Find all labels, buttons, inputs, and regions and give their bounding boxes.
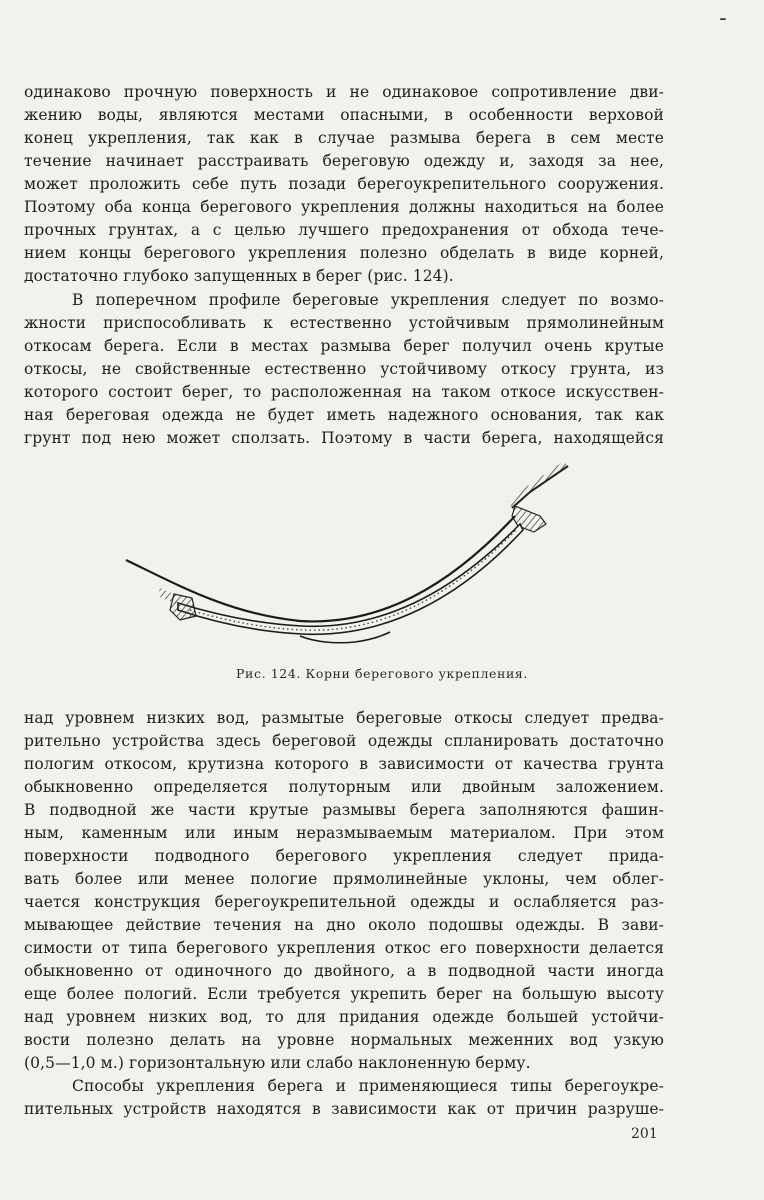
text-line: В подводной же части крутые размывы берега заполняются фашин-: [24, 801, 664, 819]
text-line: над уровнем низких вод, размытые береговые откосы следует предва-: [24, 709, 664, 727]
text-line: вать более или менее пологие прямолинейные уклоны, чем облег-: [24, 870, 664, 888]
text-line: течение начинает расстраивать береговую одежду и, заходя за нее,: [24, 152, 664, 170]
page-number: 201: [631, 1126, 658, 1142]
text-line: поверхности подводного берегового укрепления следует прида-: [24, 847, 664, 865]
text-line: одинаково прочную поверхность и не одинаковое сопротивление дви-: [24, 83, 664, 101]
text-line: жности приспособливать к естественно устойчивым прямолинейным: [24, 314, 664, 332]
toe-hatching: [158, 588, 178, 604]
text-line: ным, каменным или иным неразмываемым материалом. При этом: [24, 824, 664, 842]
text-line: чается конструкция берегоукрепительной одежды и ослабляется раз-: [24, 893, 664, 911]
ground-surface-line: [512, 466, 568, 508]
text-line: которого состоит берег, то расположенная на таком откосе искусствен-: [24, 383, 664, 401]
text-line: Способы укрепления берега и применяющиеся типы берегоукре-: [72, 1077, 664, 1095]
text-line: рительно устройства здесь береговой одежды спланировать достаточно: [24, 732, 664, 750]
text-line: вости полезно делать на уровне нормальных меженних вод узкую: [24, 1031, 664, 1049]
text-line: Поэтому оба конца берегового укрепления должны находиться на более: [24, 198, 664, 216]
figure-caption: Рис. 124. Корни берегового укрепления.: [236, 666, 528, 681]
corner-mark: -: [719, 6, 727, 31]
text-line: мывающее действие течения на дно около подошвы одежды. В зави-: [24, 916, 664, 934]
text-line: достаточно глубоко запущенных в берег (рис. 124).: [24, 267, 454, 285]
text-line: симости от типа берегового укрепления откос его поверхности делается: [24, 939, 664, 957]
text-line: может проложить себе путь позади берегоукрепительного сооружения.: [24, 175, 664, 193]
figure-124-bank-profile: [120, 458, 580, 658]
text-line: пительных устройств находятся в зависимости как от причин разруше-: [24, 1100, 664, 1118]
text-line: откосы, не свойственные естественно устойчивому откосу грунта, из: [24, 360, 664, 378]
text-line: обыкновенно от одиночного до двойного, а в подводной части иногда: [24, 962, 664, 980]
ground-hatching: [508, 461, 568, 508]
text-line: обыкновенно определяется полуторным или двойным заложением.: [24, 778, 664, 796]
text-line: В поперечном профиле береговые укрепления следует по возмо-: [72, 291, 664, 309]
text-line: нием концы берегового укрепления полезно обделать в виде корней,: [24, 244, 664, 262]
text-line: еще более пологий. Если требуется укрепить берег на большую высоту: [24, 985, 664, 1003]
text-line: (0,5—1,0 м.) горизонтальную или слабо наклоненную берму.: [24, 1054, 531, 1072]
text-line: пологим откосом, крутизна которого в зависимости от качества грунта: [24, 755, 664, 773]
text-line: конец укрепления, так как в случае размыва берега в сем месте: [24, 129, 664, 147]
text-line: над уровнем низких вод, то для придания одежде большей устойчи-: [24, 1008, 664, 1026]
text-line: ная береговая одежда не будет иметь надежного основания, так как: [24, 406, 664, 424]
text-line: грунт под нею может сползать. Поэтому в части берега, находящейся: [24, 429, 664, 447]
text-line: откосам берега. Если в местах размыва берег получил очень крутые: [24, 337, 664, 355]
text-line: жению воды, являются местами опасными, в особенности верховой: [24, 106, 664, 124]
text-line: прочных грунтах, а с целью лучшего предохранения от обхода тече-: [24, 221, 664, 239]
